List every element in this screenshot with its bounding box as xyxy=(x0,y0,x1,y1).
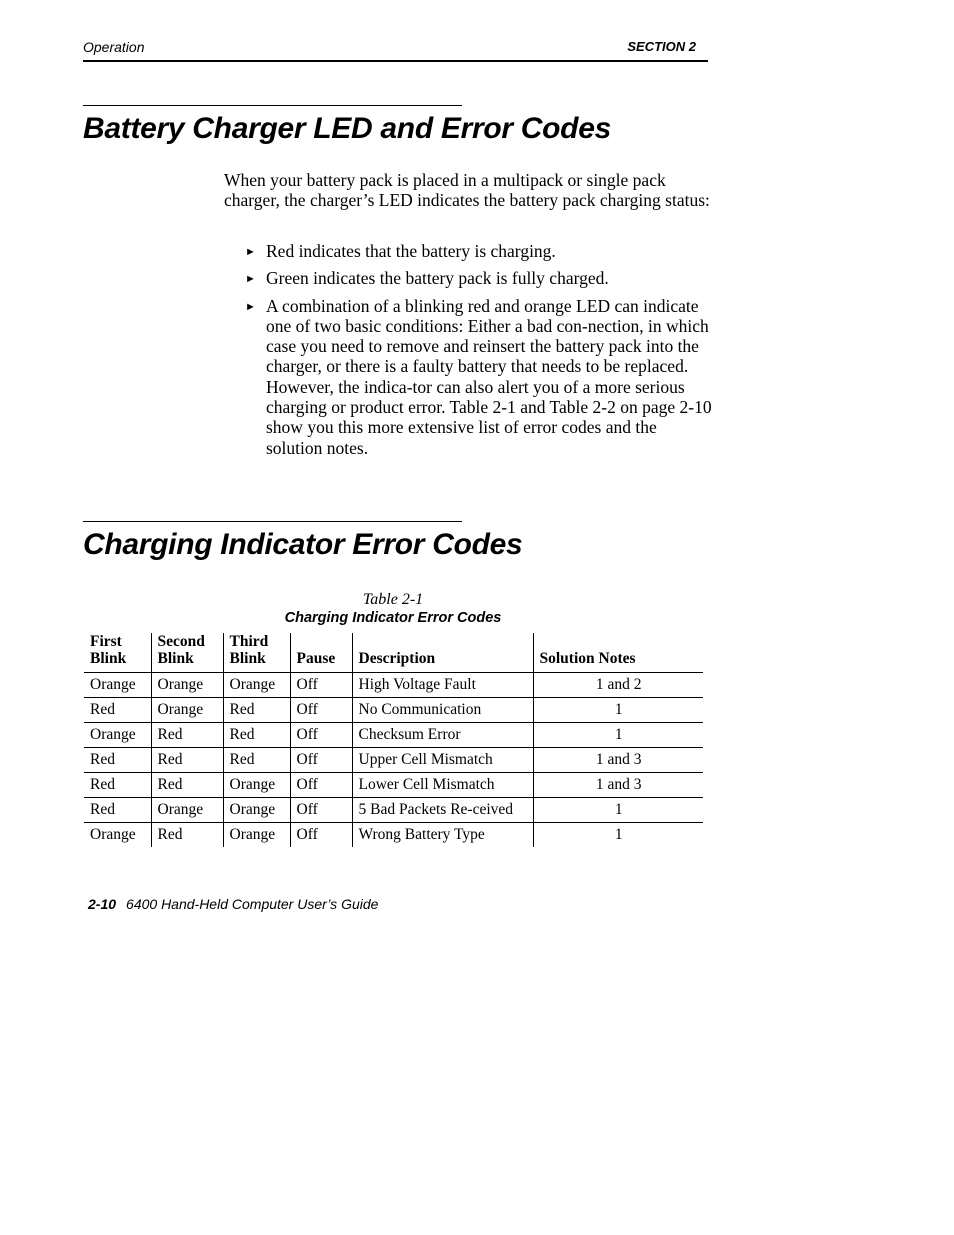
table-cell: 1 and 3 xyxy=(533,773,703,798)
column-header-solution-notes: Solution Notes xyxy=(533,633,703,673)
table-cell: Red xyxy=(84,773,151,798)
error-codes-table xyxy=(84,633,703,847)
table-cell: Orange xyxy=(151,698,223,723)
table-cell: Red xyxy=(84,748,151,773)
table-cell: 1 xyxy=(533,698,703,723)
table-cell: Off xyxy=(290,773,352,798)
table-cell: 1 xyxy=(533,823,703,848)
table-cell: Red xyxy=(84,798,151,823)
list-item xyxy=(245,268,715,288)
table-row xyxy=(84,773,703,798)
heading-rule xyxy=(83,521,462,522)
table-cell: Red xyxy=(151,723,223,748)
table-cell: Lower Cell Mismatch xyxy=(352,773,533,798)
table-cell: Red xyxy=(151,748,223,773)
table-cell: Off xyxy=(290,698,352,723)
table-row xyxy=(84,673,703,698)
arrow-bullet-icon: ► xyxy=(245,300,256,313)
table-cell: Wrong Battery Type xyxy=(352,823,533,848)
table-header-row xyxy=(84,633,703,673)
table-cell: Orange xyxy=(223,773,290,798)
table-cell: Orange xyxy=(223,823,290,848)
page-number: 2-10 xyxy=(88,896,117,912)
heading-rule xyxy=(83,105,462,106)
table-cell: Red xyxy=(151,773,223,798)
table-cell: 1 and 2 xyxy=(533,673,703,698)
table-row xyxy=(84,723,703,748)
list-item xyxy=(245,241,715,261)
table-cell: 1 xyxy=(533,723,703,748)
column-header-second-blink: Second Blink xyxy=(151,633,223,673)
section-title-charging-indicator: Charging Indicator Error Codes xyxy=(83,528,523,561)
table-cell: Red xyxy=(223,723,290,748)
table-cell: Red xyxy=(84,698,151,723)
table-row xyxy=(84,698,703,723)
page-footer xyxy=(88,896,378,912)
table-cell: Orange xyxy=(84,673,151,698)
table-cell: Off xyxy=(290,673,352,698)
table-cell: Off xyxy=(290,723,352,748)
table-row xyxy=(84,798,703,823)
arrow-bullet-icon: ► xyxy=(245,246,256,258)
column-header-third-blink: Third Blink xyxy=(223,633,290,673)
table-cell: Red xyxy=(223,698,290,723)
section-title-battery-charger: Battery Charger LED and Error Codes xyxy=(83,112,611,145)
table-cell: Off xyxy=(290,823,352,848)
table-cell: 1 and 3 xyxy=(533,748,703,773)
list-item-text: Green indicates the battery pack is fully charged. xyxy=(266,268,609,289)
header-section-name: Operation xyxy=(83,39,145,55)
table-number: Table 2-1 xyxy=(362,591,424,608)
table-cell: Red xyxy=(151,823,223,848)
column-header-first-blink: First Blink xyxy=(84,633,151,673)
table-cell: 1 xyxy=(533,798,703,823)
list-item-text: Red indicates that the battery is charging. xyxy=(266,241,556,261)
table-row xyxy=(84,748,703,773)
list-item-text: A combination of a blinking red and orange LED can indicate one of two basic conditions: Either a bad con-nection, in which case you need to remove and reinsert the battery pack into the charger, or there is a faulty battery that needs to be replaced. However, the indica-tor can also alert you of a more serious charging or product error. Table 2-1 and Table 2-2 on page 2-10 show you this more extensive list of error codes and the solution notes. xyxy=(266,295,712,458)
table-cell: Orange xyxy=(84,723,151,748)
table-cell: Orange xyxy=(223,673,290,698)
table-cell: Orange xyxy=(223,798,290,823)
running-header xyxy=(83,38,708,62)
table-cell: No Communication xyxy=(352,698,533,723)
column-header-description: Description xyxy=(352,633,533,673)
header-section-number: SECTION 2 xyxy=(627,39,696,54)
table-row xyxy=(84,823,703,848)
intro-paragraph: When your battery pack is placed in a multipack or single pack charger, the charger’s LED indicates the battery pack charging status: xyxy=(224,170,710,211)
table-cell: Upper Cell Mismatch xyxy=(352,748,533,773)
arrow-bullet-icon: ► xyxy=(245,273,256,286)
table-caption: Charging Indicator Error Codes xyxy=(284,610,502,626)
table-cell: Orange xyxy=(151,673,223,698)
list-item xyxy=(245,296,715,458)
table-cell: Checksum Error xyxy=(352,723,533,748)
table-cell: Off xyxy=(290,798,352,823)
table-cell: High Voltage Fault xyxy=(352,673,533,698)
book-title: 6400 Hand-Held Computer User’s Guide xyxy=(126,896,379,912)
table-cell: Off xyxy=(290,748,352,773)
table-cell: Orange xyxy=(90,826,136,843)
status-bullet-list xyxy=(245,241,715,465)
table-cell: 5 Bad Packets Re-ceived xyxy=(352,798,533,823)
table-cell: Red xyxy=(223,748,290,773)
column-header-pause: Pause xyxy=(290,633,352,673)
table-cell: Orange xyxy=(151,798,223,823)
